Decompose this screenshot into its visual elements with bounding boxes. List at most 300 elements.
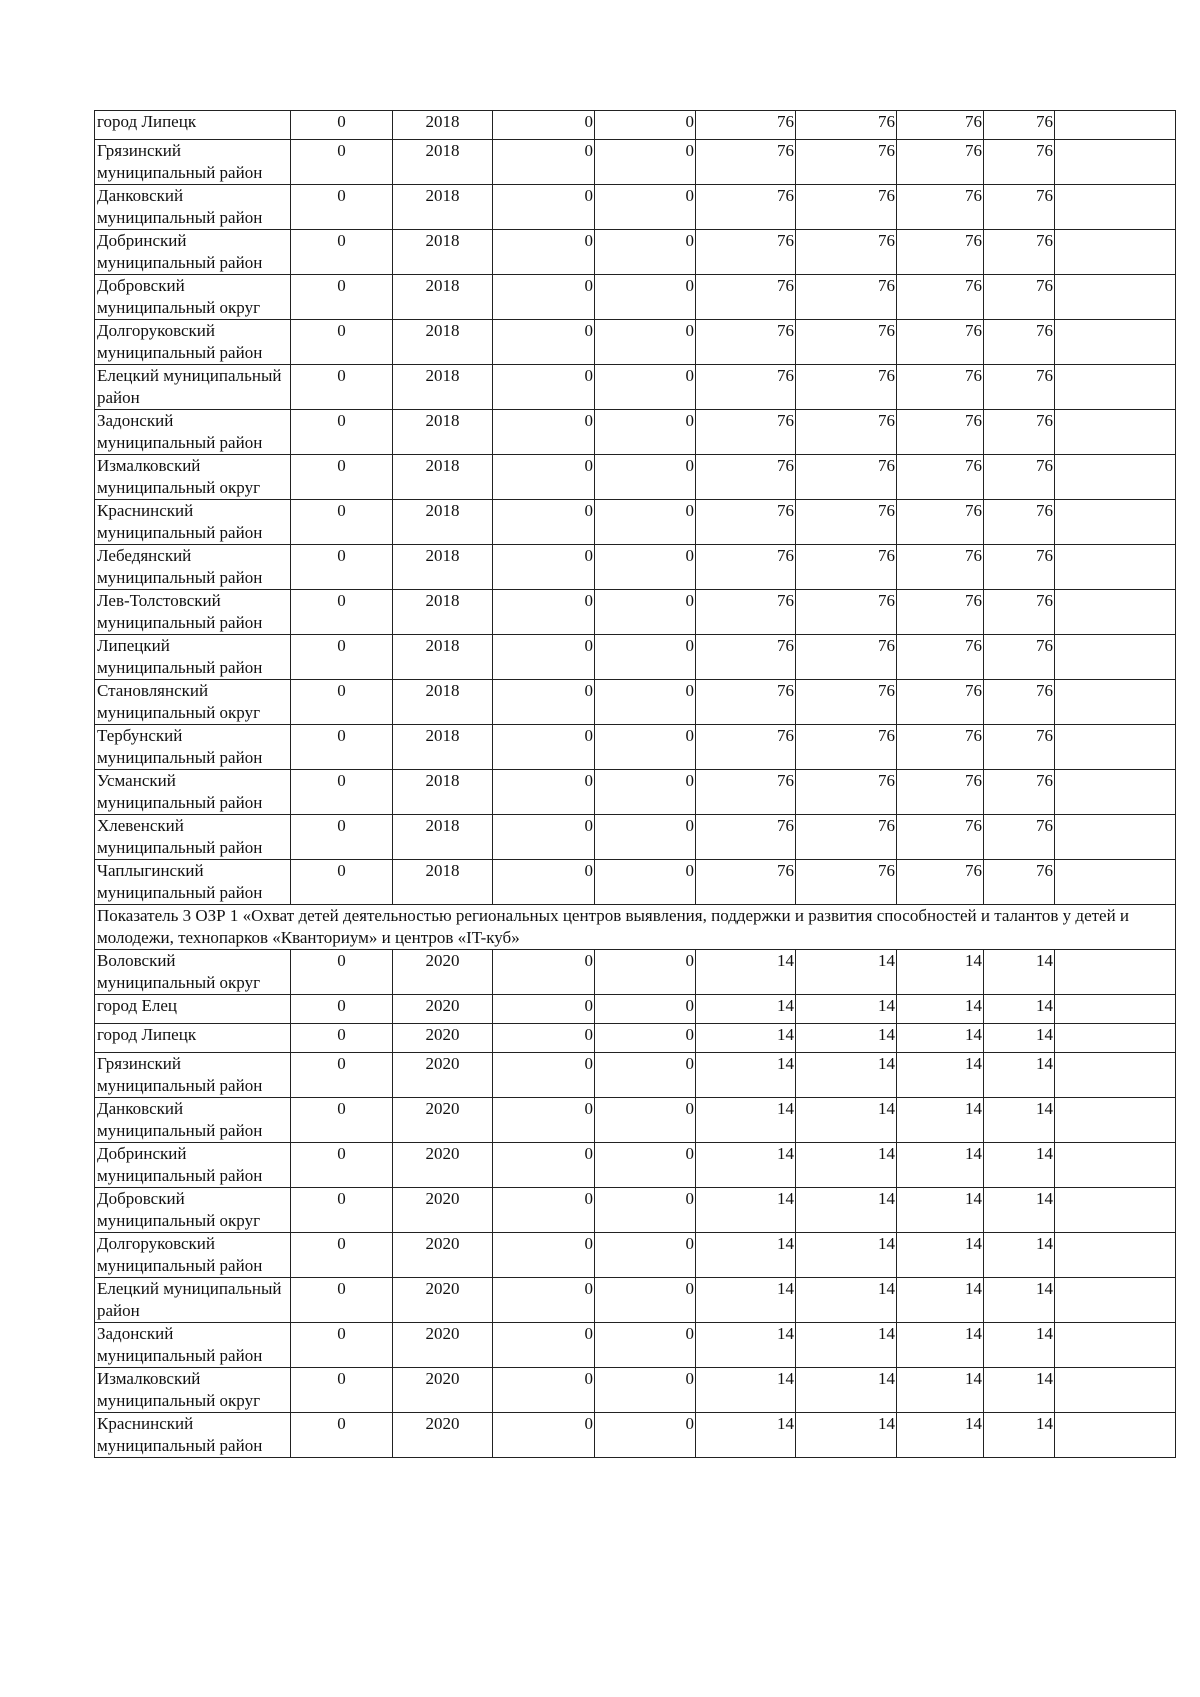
cell-base-year: 2018	[393, 111, 493, 140]
cell-note	[1055, 410, 1176, 455]
cell-value-1: 0	[493, 1024, 595, 1053]
cell-value-3: 76	[696, 275, 796, 320]
table-row	[95, 860, 1176, 905]
cell-value-3: 14	[696, 1323, 796, 1368]
cell-value-5: 76	[897, 860, 984, 905]
cell-base-year: 2018	[393, 500, 493, 545]
table-row	[95, 950, 1176, 995]
cell-value-2: 0	[595, 1278, 696, 1323]
cell-value-2: 0	[595, 1323, 696, 1368]
cell-value-4: 14	[796, 1278, 897, 1323]
cell-territory: Долгоруковский муниципальный район	[95, 320, 291, 365]
cell-value-1: 0	[493, 185, 595, 230]
cell-value-2: 0	[595, 1413, 696, 1458]
cell-note	[1055, 230, 1176, 275]
cell-value-2: 0	[595, 1233, 696, 1278]
cell-value-3: 14	[696, 995, 796, 1024]
cell-territory: Добровский муниципальный округ	[95, 1188, 291, 1233]
cell-value-5: 14	[897, 1143, 984, 1188]
section-title: Показатель 3 ОЗР 1 «Охват детей деятельностью региональных центров выявления, поддержки и развития способностей и талантов у детей и молодежи, технопарков «Кванториум» и центров «IT-куб»	[95, 905, 1176, 950]
cell-value-2: 0	[595, 1098, 696, 1143]
cell-value-6: 14	[984, 1098, 1055, 1143]
cell-value-1: 0	[493, 1053, 595, 1098]
cell-value-5: 14	[897, 1323, 984, 1368]
cell-value-2: 0	[595, 365, 696, 410]
cell-note	[1055, 590, 1176, 635]
cell-value-1: 0	[493, 545, 595, 590]
cell-value-5: 14	[897, 1053, 984, 1098]
cell-value-6: 76	[984, 230, 1055, 275]
cell-base-year: 2018	[393, 770, 493, 815]
cell-base-year: 2020	[393, 1413, 493, 1458]
cell-value-5: 76	[897, 770, 984, 815]
cell-value-3: 76	[696, 635, 796, 680]
cell-value-2: 0	[595, 320, 696, 365]
cell-note	[1055, 365, 1176, 410]
cell-base-value: 0	[291, 680, 393, 725]
cell-base-year: 2020	[393, 950, 493, 995]
cell-note	[1055, 140, 1176, 185]
cell-territory: Измалковский муниципальный округ	[95, 1368, 291, 1413]
cell-value-5: 76	[897, 140, 984, 185]
cell-base-value: 0	[291, 365, 393, 410]
cell-value-4: 14	[796, 1233, 897, 1278]
cell-base-value: 0	[291, 275, 393, 320]
cell-value-6: 14	[984, 995, 1055, 1024]
cell-value-4: 76	[796, 111, 897, 140]
cell-base-value: 0	[291, 815, 393, 860]
cell-value-2: 0	[595, 770, 696, 815]
cell-value-2: 0	[595, 1143, 696, 1188]
cell-value-3: 76	[696, 545, 796, 590]
cell-base-year: 2020	[393, 1368, 493, 1413]
cell-value-2: 0	[595, 680, 696, 725]
cell-value-5: 76	[897, 365, 984, 410]
cell-value-1: 0	[493, 770, 595, 815]
cell-value-4: 14	[796, 995, 897, 1024]
cell-value-2: 0	[595, 185, 696, 230]
cell-value-3: 76	[696, 455, 796, 500]
cell-value-2: 0	[595, 410, 696, 455]
table-row	[95, 1323, 1176, 1368]
cell-territory: Добринский муниципальный район	[95, 1143, 291, 1188]
cell-note	[1055, 815, 1176, 860]
table-row	[95, 725, 1176, 770]
cell-value-1: 0	[493, 410, 595, 455]
cell-base-year: 2018	[393, 815, 493, 860]
cell-value-4: 14	[796, 1053, 897, 1098]
cell-base-value: 0	[291, 410, 393, 455]
cell-value-4: 14	[796, 950, 897, 995]
cell-note	[1055, 770, 1176, 815]
cell-value-4: 76	[796, 770, 897, 815]
cell-base-value: 0	[291, 1053, 393, 1098]
cell-value-1: 0	[493, 1323, 595, 1368]
cell-value-1: 0	[493, 1188, 595, 1233]
cell-territory: Краснинский муниципальный район	[95, 500, 291, 545]
cell-value-2: 0	[595, 815, 696, 860]
cell-base-value: 0	[291, 1143, 393, 1188]
cell-base-value: 0	[291, 455, 393, 500]
cell-value-2: 0	[595, 1188, 696, 1233]
cell-value-5: 14	[897, 995, 984, 1024]
cell-value-1: 0	[493, 815, 595, 860]
cell-territory: Хлевенский муниципальный район	[95, 815, 291, 860]
cell-value-2: 0	[595, 1053, 696, 1098]
cell-value-2: 0	[595, 545, 696, 590]
cell-base-year: 2020	[393, 1053, 493, 1098]
cell-territory: Задонский муниципальный район	[95, 410, 291, 455]
cell-value-4: 76	[796, 635, 897, 680]
cell-value-2: 0	[595, 140, 696, 185]
cell-value-4: 76	[796, 725, 897, 770]
cell-value-4: 14	[796, 1024, 897, 1053]
cell-note	[1055, 320, 1176, 365]
cell-note	[1055, 1098, 1176, 1143]
cell-territory: Липецкий муниципальный район	[95, 635, 291, 680]
cell-value-4: 76	[796, 185, 897, 230]
cell-base-year: 2020	[393, 1323, 493, 1368]
cell-value-2: 0	[595, 500, 696, 545]
cell-value-5: 76	[897, 320, 984, 365]
cell-value-3: 14	[696, 1233, 796, 1278]
cell-note	[1055, 1053, 1176, 1098]
cell-value-4: 76	[796, 140, 897, 185]
table-row	[95, 545, 1176, 590]
cell-note	[1055, 860, 1176, 905]
cell-value-1: 0	[493, 500, 595, 545]
table-row	[95, 230, 1176, 275]
table-row	[95, 680, 1176, 725]
cell-base-value: 0	[291, 1413, 393, 1458]
cell-note	[1055, 111, 1176, 140]
cell-base-year: 2018	[393, 275, 493, 320]
cell-value-6: 76	[984, 320, 1055, 365]
cell-note	[1055, 1188, 1176, 1233]
cell-value-2: 0	[595, 1368, 696, 1413]
cell-base-value: 0	[291, 185, 393, 230]
table-row	[95, 1188, 1176, 1233]
cell-value-5: 76	[897, 725, 984, 770]
cell-territory: Добровский муниципальный округ	[95, 275, 291, 320]
cell-territory: Данковский муниципальный район	[95, 185, 291, 230]
cell-value-3: 76	[696, 111, 796, 140]
cell-base-value: 0	[291, 230, 393, 275]
table-body	[95, 111, 1176, 1458]
table-row	[95, 1143, 1176, 1188]
cell-territory: Грязинский муниципальный район	[95, 140, 291, 185]
cell-value-2: 0	[595, 230, 696, 275]
cell-note	[1055, 500, 1176, 545]
cell-value-2: 0	[595, 725, 696, 770]
cell-value-6: 76	[984, 410, 1055, 455]
cell-value-1: 0	[493, 1278, 595, 1323]
cell-note	[1055, 1368, 1176, 1413]
cell-value-5: 76	[897, 230, 984, 275]
cell-base-year: 2020	[393, 1188, 493, 1233]
cell-value-2: 0	[595, 950, 696, 995]
cell-territory: Задонский муниципальный район	[95, 1323, 291, 1368]
cell-base-value: 0	[291, 140, 393, 185]
cell-note	[1055, 1413, 1176, 1458]
cell-value-1: 0	[493, 1233, 595, 1278]
cell-territory: Измалковский муниципальный округ	[95, 455, 291, 500]
cell-value-2: 0	[595, 590, 696, 635]
cell-value-3: 14	[696, 1053, 796, 1098]
table-row	[95, 111, 1176, 140]
cell-base-year: 2018	[393, 455, 493, 500]
cell-base-year: 2018	[393, 725, 493, 770]
cell-base-year: 2018	[393, 185, 493, 230]
cell-territory: Тербунский муниципальный район	[95, 725, 291, 770]
cell-base-value: 0	[291, 590, 393, 635]
cell-value-1: 0	[493, 1368, 595, 1413]
cell-value-1: 0	[493, 1143, 595, 1188]
cell-value-1: 0	[493, 275, 595, 320]
table-row	[95, 140, 1176, 185]
cell-value-5: 76	[897, 455, 984, 500]
cell-value-6: 14	[984, 1024, 1055, 1053]
cell-base-year: 2018	[393, 680, 493, 725]
cell-value-3: 14	[696, 950, 796, 995]
cell-value-5: 14	[897, 1024, 984, 1053]
cell-value-4: 76	[796, 410, 897, 455]
cell-value-3: 76	[696, 320, 796, 365]
cell-value-6: 76	[984, 500, 1055, 545]
cell-value-3: 76	[696, 860, 796, 905]
cell-base-value: 0	[291, 1278, 393, 1323]
cell-note	[1055, 275, 1176, 320]
cell-value-4: 14	[796, 1188, 897, 1233]
cell-base-value: 0	[291, 1098, 393, 1143]
cell-value-3: 14	[696, 1188, 796, 1233]
cell-value-4: 76	[796, 230, 897, 275]
cell-value-1: 0	[493, 365, 595, 410]
cell-value-1: 0	[493, 995, 595, 1024]
cell-note	[1055, 455, 1176, 500]
cell-value-6: 14	[984, 1188, 1055, 1233]
cell-value-1: 0	[493, 111, 595, 140]
cell-value-4: 14	[796, 1098, 897, 1143]
table-row	[95, 815, 1176, 860]
cell-value-1: 0	[493, 140, 595, 185]
table-row	[95, 995, 1176, 1024]
cell-base-value: 0	[291, 500, 393, 545]
cell-value-1: 0	[493, 950, 595, 995]
cell-value-1: 0	[493, 680, 595, 725]
cell-value-3: 76	[696, 500, 796, 545]
cell-value-6: 76	[984, 815, 1055, 860]
cell-value-5: 14	[897, 1278, 984, 1323]
cell-base-year: 2018	[393, 545, 493, 590]
cell-value-5: 14	[897, 1413, 984, 1458]
cell-territory: Чаплыгинский муниципальный район	[95, 860, 291, 905]
cell-value-2: 0	[595, 1024, 696, 1053]
cell-base-value: 0	[291, 635, 393, 680]
table-row	[95, 1053, 1176, 1098]
cell-territory: Добринский муниципальный район	[95, 230, 291, 275]
cell-territory: Краснинский муниципальный район	[95, 1413, 291, 1458]
cell-base-year: 2018	[393, 140, 493, 185]
cell-territory: город Липецк	[95, 111, 291, 140]
cell-territory: город Елец	[95, 995, 291, 1024]
cell-note	[1055, 635, 1176, 680]
cell-value-3: 76	[696, 140, 796, 185]
cell-value-6: 14	[984, 1233, 1055, 1278]
cell-value-4: 76	[796, 365, 897, 410]
cell-value-6: 76	[984, 455, 1055, 500]
table-row	[95, 500, 1176, 545]
cell-value-6: 14	[984, 1368, 1055, 1413]
cell-value-3: 76	[696, 725, 796, 770]
cell-value-3: 14	[696, 1413, 796, 1458]
cell-value-5: 76	[897, 590, 984, 635]
cell-base-year: 2020	[393, 995, 493, 1024]
cell-territory: Воловский муниципальный округ	[95, 950, 291, 995]
cell-value-4: 76	[796, 545, 897, 590]
cell-base-year: 2020	[393, 1143, 493, 1188]
cell-value-6: 76	[984, 860, 1055, 905]
cell-base-value: 0	[291, 995, 393, 1024]
cell-value-6: 76	[984, 185, 1055, 230]
table-row	[95, 590, 1176, 635]
cell-value-6: 14	[984, 1143, 1055, 1188]
table-row	[95, 320, 1176, 365]
cell-note	[1055, 185, 1176, 230]
table-row	[95, 1278, 1176, 1323]
cell-value-6: 76	[984, 635, 1055, 680]
cell-base-year: 2020	[393, 1278, 493, 1323]
cell-value-3: 76	[696, 365, 796, 410]
cell-value-3: 76	[696, 410, 796, 455]
table-row	[95, 635, 1176, 680]
table-row	[95, 410, 1176, 455]
cell-base-value: 0	[291, 1233, 393, 1278]
cell-value-5: 14	[897, 1098, 984, 1143]
cell-note	[1055, 1233, 1176, 1278]
cell-value-1: 0	[493, 1413, 595, 1458]
cell-territory: Становлянский муниципальный округ	[95, 680, 291, 725]
cell-base-value: 0	[291, 1188, 393, 1233]
cell-value-3: 14	[696, 1368, 796, 1413]
cell-value-3: 76	[696, 590, 796, 635]
cell-value-4: 14	[796, 1143, 897, 1188]
cell-value-4: 14	[796, 1368, 897, 1413]
cell-value-4: 14	[796, 1323, 897, 1368]
cell-note	[1055, 995, 1176, 1024]
cell-base-value: 0	[291, 860, 393, 905]
cell-note	[1055, 725, 1176, 770]
cell-value-5: 76	[897, 185, 984, 230]
cell-value-2: 0	[595, 635, 696, 680]
data-table	[94, 110, 1176, 1458]
cell-base-year: 2020	[393, 1233, 493, 1278]
section-header-row	[95, 905, 1176, 950]
cell-value-3: 76	[696, 815, 796, 860]
cell-territory: Данковский муниципальный район	[95, 1098, 291, 1143]
cell-value-6: 14	[984, 1278, 1055, 1323]
cell-value-6: 14	[984, 950, 1055, 995]
cell-value-5: 76	[897, 410, 984, 455]
cell-value-6: 76	[984, 275, 1055, 320]
cell-value-5: 76	[897, 500, 984, 545]
cell-value-5: 14	[897, 1233, 984, 1278]
cell-base-value: 0	[291, 545, 393, 590]
cell-territory: Лебедянский муниципальный район	[95, 545, 291, 590]
cell-value-1: 0	[493, 320, 595, 365]
cell-base-year: 2018	[393, 230, 493, 275]
cell-base-value: 0	[291, 320, 393, 365]
cell-note	[1055, 1323, 1176, 1368]
cell-base-value: 0	[291, 1024, 393, 1053]
cell-value-5: 76	[897, 680, 984, 725]
cell-value-5: 14	[897, 1188, 984, 1233]
cell-base-value: 0	[291, 1323, 393, 1368]
cell-value-6: 76	[984, 725, 1055, 770]
cell-value-3: 76	[696, 230, 796, 275]
cell-value-5: 76	[897, 111, 984, 140]
cell-value-1: 0	[493, 860, 595, 905]
cell-value-4: 76	[796, 500, 897, 545]
cell-value-1: 0	[493, 725, 595, 770]
cell-territory: Елецкий муниципальный район	[95, 1278, 291, 1323]
cell-value-4: 76	[796, 860, 897, 905]
cell-note	[1055, 680, 1176, 725]
cell-base-value: 0	[291, 950, 393, 995]
cell-value-2: 0	[595, 860, 696, 905]
cell-base-year: 2018	[393, 590, 493, 635]
cell-value-6: 76	[984, 680, 1055, 725]
table-row	[95, 1368, 1176, 1413]
cell-base-year: 2018	[393, 365, 493, 410]
cell-value-1: 0	[493, 455, 595, 500]
cell-value-2: 0	[595, 275, 696, 320]
cell-territory: Елецкий муниципальный район	[95, 365, 291, 410]
cell-value-1: 0	[493, 1098, 595, 1143]
cell-value-6: 76	[984, 365, 1055, 410]
cell-value-4: 76	[796, 590, 897, 635]
table-row	[95, 1098, 1176, 1143]
cell-value-6: 14	[984, 1323, 1055, 1368]
cell-value-4: 76	[796, 320, 897, 365]
cell-value-6: 14	[984, 1413, 1055, 1458]
cell-base-value: 0	[291, 111, 393, 140]
cell-territory: город Липецк	[95, 1024, 291, 1053]
cell-value-4: 76	[796, 815, 897, 860]
table-row	[95, 365, 1176, 410]
table-row	[95, 455, 1176, 500]
cell-value-2: 0	[595, 455, 696, 500]
cell-base-year: 2018	[393, 320, 493, 365]
table-row	[95, 1233, 1176, 1278]
cell-value-5: 76	[897, 635, 984, 680]
cell-value-3: 14	[696, 1098, 796, 1143]
cell-territory: Лев-Толстовский муниципальный район	[95, 590, 291, 635]
table-row	[95, 770, 1176, 815]
cell-note	[1055, 1278, 1176, 1323]
cell-territory: Грязинский муниципальный район	[95, 1053, 291, 1098]
cell-note	[1055, 1024, 1176, 1053]
cell-value-1: 0	[493, 230, 595, 275]
table-row	[95, 1024, 1176, 1053]
cell-base-year: 2018	[393, 410, 493, 455]
table-row	[95, 275, 1176, 320]
cell-value-3: 14	[696, 1278, 796, 1323]
table-row	[95, 1413, 1176, 1458]
cell-base-year: 2018	[393, 635, 493, 680]
cell-note	[1055, 950, 1176, 995]
cell-base-value: 0	[291, 1368, 393, 1413]
